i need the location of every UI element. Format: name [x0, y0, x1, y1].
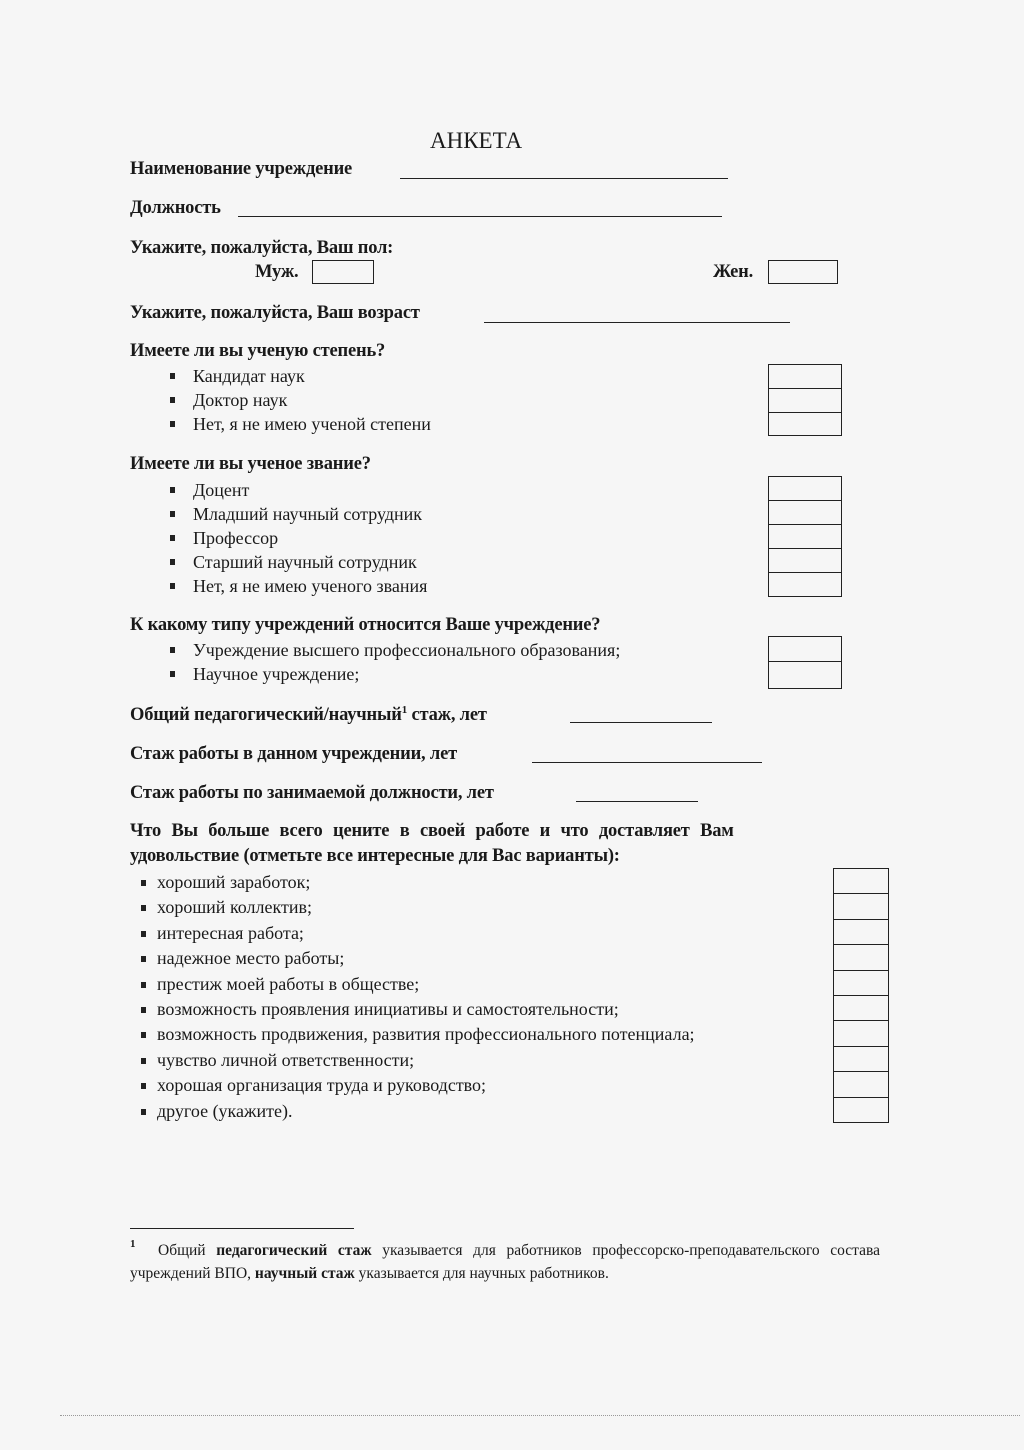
footnote-part: указывается для работников профессорско-преподавательского состава учреждений ВПО,	[130, 1242, 881, 1282]
rank-checkbox[interactable]	[769, 573, 841, 595]
degree-option: Доктор наук	[193, 390, 288, 410]
bullet-icon	[141, 1109, 146, 1115]
bullet-icon	[141, 1058, 146, 1064]
rank-option: Профессор	[193, 528, 279, 548]
female-checkbox[interactable]	[768, 260, 838, 284]
bullet-icon	[170, 373, 175, 379]
bullet-icon	[141, 931, 146, 937]
values-checkbox[interactable]	[834, 1072, 888, 1097]
values-option: чувство личной ответственности;	[157, 1050, 415, 1070]
values-checkbox[interactable]	[834, 894, 888, 919]
inst-experience-input[interactable]	[532, 762, 762, 763]
values-option: возможность проявления инициативы и самостоятельности;	[157, 999, 619, 1019]
female-label: Жен.	[713, 262, 754, 282]
bullet-icon	[170, 421, 175, 427]
degree-checkbox[interactable]	[769, 389, 841, 413]
male-label: Муж.	[255, 262, 299, 282]
scan-edge-line	[60, 1415, 1020, 1416]
values-option: хорошая организация труда и руководство;	[157, 1075, 487, 1095]
values-checkbox[interactable]	[834, 869, 888, 894]
rank-checkbox[interactable]	[769, 525, 841, 549]
values-checkbox[interactable]	[834, 1047, 888, 1072]
degree-checkbox[interactable]	[769, 413, 841, 434]
gender-question: Укажите, пожалуйста, Ваш пол:	[130, 238, 394, 258]
rank-checkbox-column	[768, 476, 842, 597]
rank-option: Старший научный сотрудник	[193, 552, 417, 572]
age-label: Укажите, пожалуйста, Ваш возраст	[130, 303, 420, 323]
bullet-icon	[170, 397, 175, 403]
footnote-bold: педагогический стаж	[216, 1242, 372, 1259]
values-checkbox[interactable]	[834, 945, 888, 970]
values-option: надежное место работы;	[157, 948, 345, 968]
bullet-icon	[141, 905, 146, 911]
inst-type-checkbox-column	[768, 636, 842, 689]
values-option: интересная работа;	[157, 923, 304, 943]
footnote-ref: 1	[401, 704, 408, 716]
values-option: хороший заработок;	[157, 872, 311, 892]
values-checkbox[interactable]	[834, 920, 888, 945]
rank-checkbox[interactable]	[769, 477, 841, 501]
total-experience-input[interactable]	[570, 722, 712, 723]
footnote-part: Общий	[158, 1242, 217, 1259]
degree-checkbox[interactable]	[769, 365, 841, 389]
degree-checkbox-column	[768, 364, 842, 436]
bullet-icon	[170, 535, 175, 541]
values-checkbox[interactable]	[834, 971, 888, 996]
footnote-bold: научный стаж	[254, 1265, 355, 1282]
inst-type-checkbox[interactable]	[769, 662, 841, 687]
values-checkbox-column	[833, 868, 889, 1123]
total-experience-text: Общий педагогический/научный	[130, 705, 402, 726]
inst-type-option: Учреждение высшего профессионального образования;	[193, 640, 621, 660]
bullet-icon	[170, 647, 175, 653]
bullet-icon	[170, 671, 175, 677]
values-option: хороший коллектив;	[157, 897, 312, 917]
position-label: Должность	[130, 198, 221, 218]
rank-option: Младший научный сотрудник	[193, 504, 423, 524]
rank-option: Доцент	[193, 480, 250, 500]
inst-experience-label: Стаж работы в данном учреждении, лет	[130, 744, 457, 764]
bullet-icon	[141, 1007, 146, 1013]
total-experience-label	[130, 704, 487, 726]
page-title: АНКЕТА	[430, 128, 523, 153]
bullet-icon	[170, 511, 175, 517]
rank-question: Имеете ли вы ученое звание?	[130, 454, 371, 474]
values-question-line1: Что Вы больше всего цените в своей работе и что доставляет Вам	[130, 821, 734, 841]
rank-checkbox[interactable]	[769, 501, 841, 525]
degree-option: Кандидат наук	[193, 366, 305, 386]
bullet-icon	[170, 487, 175, 493]
bullet-icon	[141, 1083, 146, 1089]
degree-question: Имеете ли вы ученую степень?	[130, 341, 386, 361]
position-experience-input[interactable]	[576, 801, 698, 802]
age-input[interactable]	[484, 322, 790, 323]
male-checkbox[interactable]	[312, 260, 374, 284]
inst-type-option: Научное учреждение;	[193, 664, 360, 684]
bullet-icon	[141, 1032, 146, 1038]
inst-type-question: К какому типу учреждений относится Ваше учреждение?	[130, 615, 601, 635]
values-option: возможность продвижения, развития профессионального потенциала;	[157, 1024, 695, 1044]
bullet-icon	[141, 956, 146, 962]
inst-type-checkbox[interactable]	[769, 637, 841, 662]
values-checkbox[interactable]	[834, 1021, 888, 1046]
rank-option: Нет, я не имею ученого звания	[193, 576, 428, 596]
position-input[interactable]	[238, 216, 722, 217]
footnote-part: указывается для научных работников.	[354, 1265, 609, 1282]
degree-option: Нет, я не имею ученой степени	[193, 414, 431, 434]
institution-label: Наименование учреждение	[130, 159, 353, 179]
bullet-icon	[141, 880, 146, 886]
values-checkbox[interactable]	[834, 996, 888, 1021]
position-experience-label: Стаж работы по занимаемой должности, лет	[130, 783, 494, 803]
bullet-icon	[170, 583, 175, 589]
footnote-text	[130, 1239, 880, 1285]
values-checkbox[interactable]	[834, 1098, 888, 1120]
values-option: престиж моей работы в обществе;	[157, 974, 420, 994]
values-question-line2: удовольствие (отметьте все интересные для Вас варианты):	[130, 846, 620, 866]
values-option: другое (укажите).	[157, 1101, 293, 1121]
bullet-icon	[170, 559, 175, 565]
rank-checkbox[interactable]	[769, 549, 841, 573]
institution-input[interactable]	[400, 178, 728, 179]
footnote-mark: 1	[130, 1238, 136, 1250]
footnote-divider	[130, 1228, 354, 1229]
bullet-icon	[141, 982, 146, 988]
total-experience-suffix: стаж, лет	[407, 705, 487, 726]
